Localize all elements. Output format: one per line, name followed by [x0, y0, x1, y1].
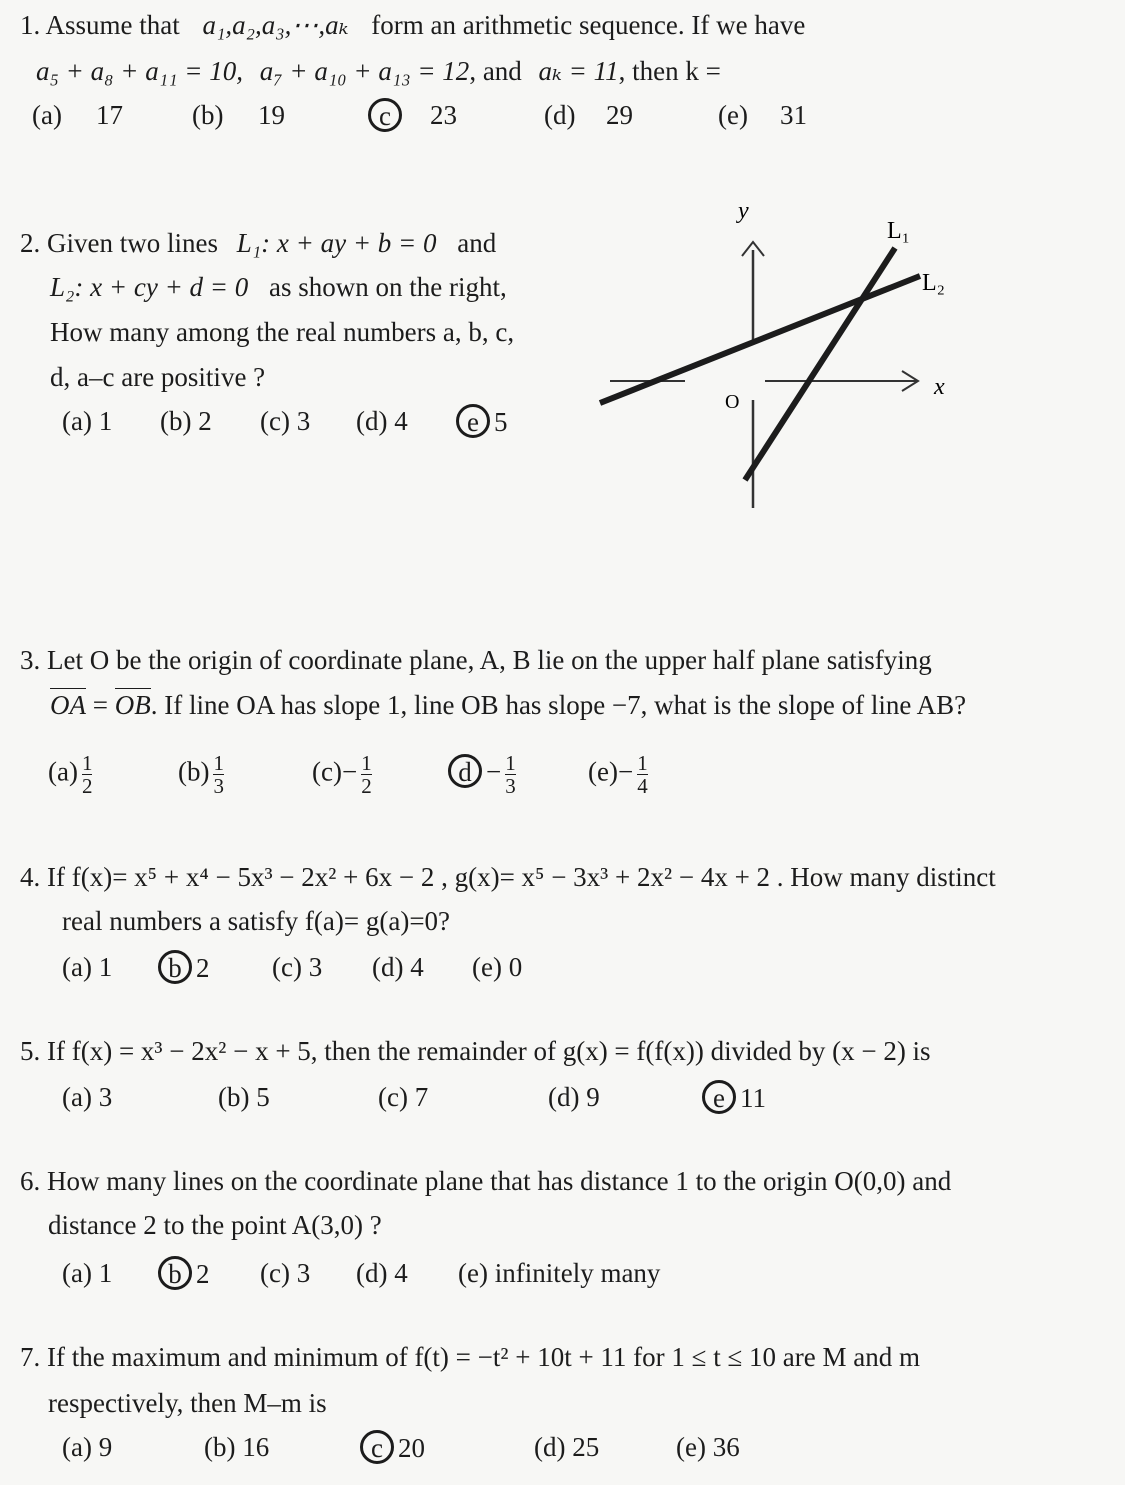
- denominator: 3: [213, 774, 224, 798]
- segment-OB: OB: [114, 690, 151, 720]
- fraction: [213, 752, 224, 797]
- q7-option-e[interactable]: (e) 36: [676, 1432, 740, 1462]
- numerator: 1: [361, 751, 372, 775]
- q2-and: and: [457, 228, 497, 258]
- q5-option-e-circled[interactable]: [702, 1080, 766, 1115]
- q2-shown: as shown on the right,: [269, 272, 507, 302]
- q5-option-d[interactable]: (d) 9: [548, 1082, 600, 1112]
- q7-option-d[interactable]: (d) 25: [534, 1432, 600, 1462]
- q2-line-L1: L₁: x + ay + b = 0: [236, 228, 437, 258]
- fraction: [505, 752, 516, 797]
- origin-label: O: [725, 391, 740, 413]
- q7-option-b[interactable]: (b) 16: [204, 1432, 270, 1462]
- q1-sequence: a₁,a₂,a₃,⋯,aₖ: [202, 10, 349, 40]
- answer-circle: e: [702, 1080, 736, 1114]
- q2-lead: 2. Given two lines: [20, 228, 218, 258]
- q2-line-L2: L₂: x + cy + d = 0: [50, 272, 249, 302]
- numerator: 1: [213, 751, 224, 775]
- q3-line2: [50, 688, 966, 722]
- q1-option-c-circled[interactable]: [368, 98, 406, 133]
- q1-option-b-label[interactable]: (b): [192, 100, 224, 130]
- q4-option-c[interactable]: (c) 3: [272, 952, 323, 982]
- q3-option-b-label: (b): [178, 756, 210, 787]
- q6-line1: 6. How many lines on the coordinate plane that has distance 1 to the origin O(0,0) and: [20, 1166, 952, 1196]
- q1-end: , then k =: [618, 56, 721, 86]
- q6-line2: distance 2 to the point A(3,0) ?: [48, 1210, 382, 1240]
- q1-option-e-label[interactable]: (e): [718, 100, 748, 130]
- q1-line1: [20, 8, 805, 42]
- answer-circle: c: [360, 1430, 394, 1464]
- q1-option-c-value: 23: [430, 100, 457, 130]
- q2-option-d[interactable]: (d) 4: [356, 406, 408, 436]
- q2-option-c[interactable]: (c) 3: [260, 406, 311, 436]
- q3-option-e-label: (e)−: [588, 756, 634, 787]
- q4-line2: real numbers a satisfy f(a)= g(a)=0?: [62, 906, 451, 936]
- q4-option-d[interactable]: (d) 4: [372, 952, 424, 982]
- x-axis-label: x: [934, 374, 945, 400]
- q1-tail: form an arithmetic sequence. If we have: [371, 10, 806, 40]
- q2-option-e-value: 5: [494, 407, 508, 437]
- answer-circle: c: [368, 98, 402, 132]
- q2-option-e-circled[interactable]: [456, 404, 508, 439]
- fraction: [82, 752, 93, 797]
- q6-option-e[interactable]: (e) infinitely many: [458, 1258, 661, 1288]
- q3-option-d-circled[interactable]: [448, 752, 516, 797]
- numerator: 1: [637, 751, 648, 775]
- q4-option-b-circled[interactable]: [158, 950, 210, 985]
- q4-option-a[interactable]: (a) 1: [62, 952, 113, 982]
- q1-and: , and: [469, 56, 522, 86]
- q5-option-b[interactable]: (b) 5: [218, 1082, 270, 1112]
- answer-circle: b: [158, 950, 192, 984]
- denominator: 4: [637, 774, 648, 798]
- q1-number: 1.: [20, 10, 41, 40]
- q3-rest: . If line OA has slope 1, line OB has slope −7, what is the slope of line AB?: [150, 690, 967, 720]
- L2-label: L₂: [922, 270, 946, 296]
- q3-option-c-label: (c)−: [312, 756, 358, 787]
- q1-lead: Assume that: [45, 10, 180, 40]
- fraction: [637, 752, 648, 797]
- q7-option-c-circled[interactable]: [360, 1430, 425, 1465]
- q4-option-b-value: 2: [196, 953, 210, 983]
- denominator: 2: [81, 774, 93, 798]
- denominator: 2: [361, 774, 372, 798]
- q4-option-e[interactable]: (e) 0: [472, 952, 523, 982]
- q7-line1: 7. If the maximum and minimum of f(t) = −t² + 10t + 11 for 1 ≤ t ≤ 10 are M and m: [20, 1342, 920, 1372]
- q6-option-b-circled[interactable]: [158, 1256, 210, 1291]
- q6-option-c[interactable]: (c) 3: [260, 1258, 311, 1288]
- line-L2: [600, 276, 920, 403]
- q4-line1: 4. If f(x)= x⁵ + x⁴ − 5x³ − 2x² + 6x − 2 , g(x)= x⁵ − 3x³ + 2x² − 4x + 2 . How many distinct: [20, 862, 996, 892]
- q3-option-e[interactable]: [588, 752, 648, 797]
- numerator: 1: [81, 751, 93, 775]
- q1-option-b-value: 19: [258, 100, 285, 130]
- q5-line1: 5. If f(x) = x³ − 2x² − x + 5, then the remainder of g(x) = f(f(x)) divided by (x − 2) is: [20, 1036, 931, 1066]
- q2-line2: [50, 270, 507, 304]
- segment-OA: OA: [50, 690, 86, 720]
- equals-sign: =: [92, 690, 108, 720]
- q2-graph: [590, 190, 970, 520]
- answer-circle: e: [456, 404, 490, 438]
- q6-option-d[interactable]: (d) 4: [356, 1258, 408, 1288]
- fraction: [361, 752, 372, 797]
- q1-option-d-value: 29: [606, 100, 633, 130]
- y-axis-label: y: [738, 198, 749, 224]
- q3-line1: 3. Let O be the origin of coordinate plane, A, B lie on the upper half plane satisfying: [20, 645, 932, 675]
- q1-option-a-label[interactable]: (a): [32, 100, 62, 130]
- q1-eq3: aₖ = 11: [538, 56, 619, 86]
- q1-eq2: a₇ + a₁₀ + a₁₃ = 12: [259, 56, 470, 86]
- q1-option-a-value: 17: [96, 100, 123, 130]
- q3-option-c[interactable]: [312, 752, 372, 797]
- denominator: 3: [505, 774, 516, 798]
- q2-line4: d, a–c are positive ?: [50, 362, 266, 392]
- q2-line1: [20, 226, 496, 260]
- q6-option-b-value: 2: [196, 1259, 210, 1289]
- q2-option-a[interactable]: (a) 1: [62, 406, 113, 436]
- L1-label: L₁: [887, 218, 911, 244]
- minus-sign: −: [486, 756, 502, 787]
- q5-option-e-value: 11: [740, 1083, 766, 1113]
- answer-circle: d: [448, 754, 482, 788]
- numerator: 1: [505, 751, 516, 775]
- q2-line3: How many among the real numbers a, b, c,: [50, 317, 515, 347]
- q3-option-a[interactable]: [48, 752, 92, 797]
- q6-option-a[interactable]: (a) 1: [62, 1258, 113, 1288]
- q7-option-c-value: 20: [398, 1433, 425, 1463]
- q3-option-b[interactable]: [178, 752, 224, 797]
- q1-line2: [36, 54, 721, 88]
- q7-option-a[interactable]: (a) 9: [62, 1432, 113, 1462]
- q5-option-a[interactable]: (a) 3: [62, 1082, 113, 1112]
- q1-option-e-value: 31: [780, 100, 807, 130]
- line-L1: [745, 248, 895, 480]
- q2-option-b[interactable]: (b) 2: [160, 406, 212, 436]
- q1-eq1: a₅ + a₈ + a₁₁ = 10,: [36, 56, 243, 86]
- answer-circle: b: [158, 1256, 192, 1290]
- q1-option-d-label[interactable]: (d): [544, 100, 576, 130]
- q7-line2: respectively, then M–m is: [48, 1388, 327, 1418]
- q3-option-a-label: (a): [48, 756, 78, 787]
- q5-option-c[interactable]: (c) 7: [378, 1082, 429, 1112]
